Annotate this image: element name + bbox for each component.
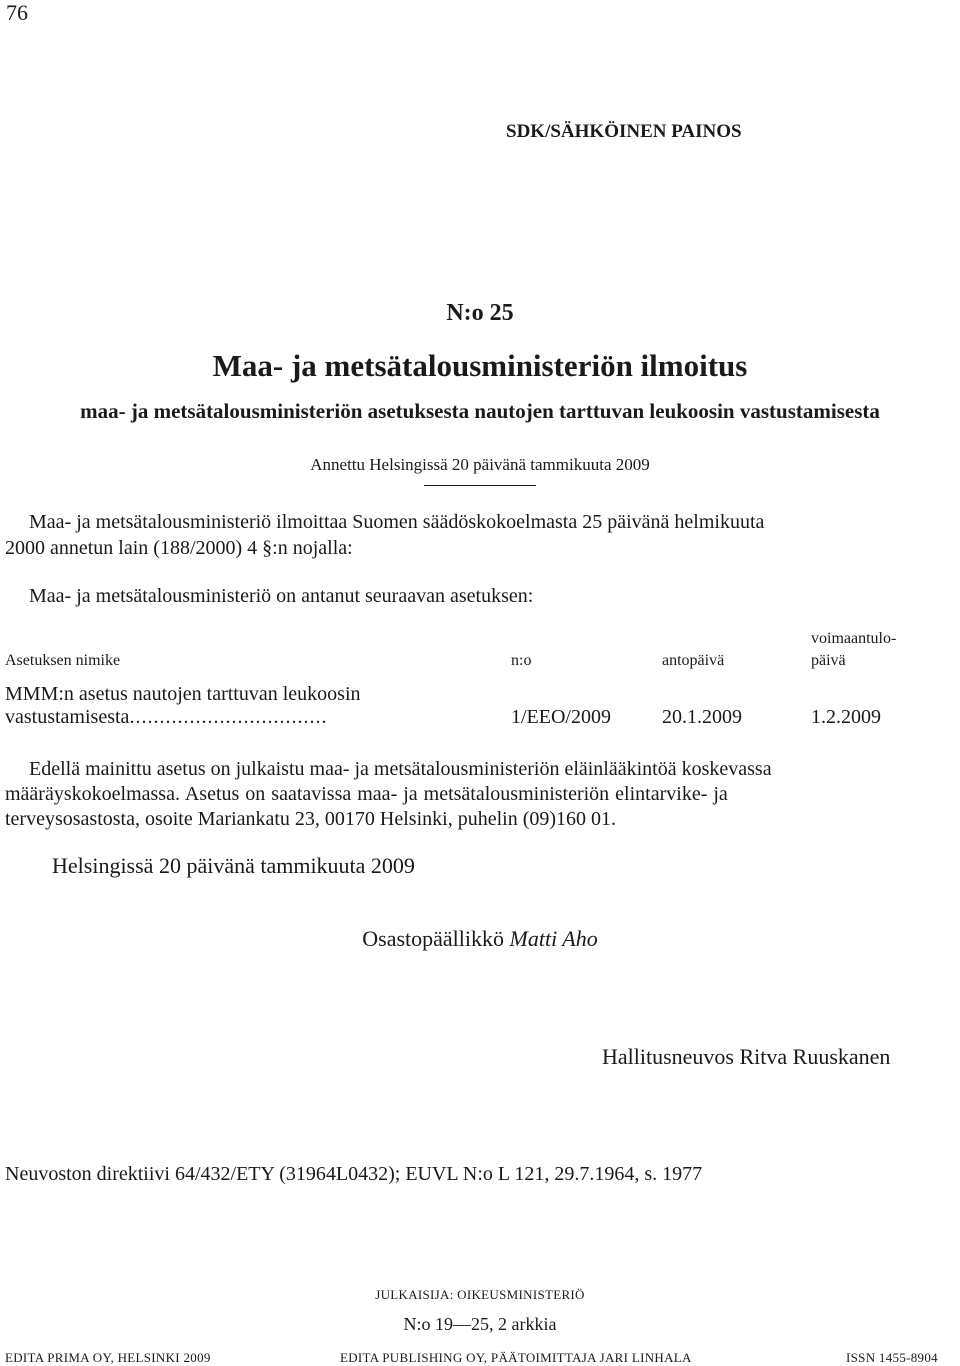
table-header-number: n:o	[511, 652, 532, 669]
dot-leader: .................................	[129, 706, 328, 728]
statement: Maa- ja metsätalousministeriö on antanut seuraavan asetuksen:	[29, 585, 534, 607]
signer-1-title: Osastopäällikkö	[362, 926, 505, 951]
edition-label: SDK/SÄHKÖINEN PAINOS	[506, 121, 742, 142]
footer-publisher: JULKAISIJA: OIKEUSMINISTERIÖ	[375, 1287, 585, 1302]
table-row-name-2	[5, 706, 327, 729]
directive-note: Neuvoston direktiivi 64/432/ETY (31964L0432); EUVL N:o L 121, 29.7.1964, s. 1977	[5, 1163, 703, 1185]
footer-issn: ISSN 1455-8904	[846, 1350, 938, 1365]
place-date: Helsingissä 20 päivänä tammikuuta 2009	[52, 853, 415, 878]
footer-printer: EDITA PRIMA OY, HELSINKI 2009	[5, 1350, 211, 1365]
footer-publishing: EDITA PUBLISHING OY, PÄÄTOIMITTAJA JARI LINHALA	[340, 1350, 692, 1365]
document-subtitle: maa- ja metsätalousministeriön asetuksesta nautojen tarttuvan leukoosin vastustamisesta	[80, 399, 880, 423]
given-date: Annettu Helsingissä 20 päivänä tammikuuta 2009	[310, 455, 650, 474]
table-row-name-1: MMM:n asetus nautojen tarttuvan leukoosin	[5, 683, 361, 705]
separator-rule	[424, 485, 536, 486]
page-number: 76	[6, 0, 28, 25]
table-header-effective-1: voimaantulo-	[811, 630, 897, 647]
table-row-number: 1/EEO/2009	[511, 706, 611, 728]
table-row-issued: 20.1.2009	[662, 706, 742, 728]
table-row-name-2-text: vastustamisesta	[5, 706, 130, 728]
body-line-1: Edellä mainittu asetus on julkaistu maa- ja metsätalousministeriön eläinlääkintöä koskevassa	[29, 758, 772, 780]
footer-sheets: N:o 19—25, 2 arkkia	[403, 1314, 557, 1334]
table-header-issued: antopäivä	[662, 652, 725, 669]
body-line-3: terveysosastosta, osoite Mariankatu 23, 00170 Helsinki, puhelin (09)160 01.	[5, 808, 617, 830]
intro-line-1: Maa- ja metsätalousministeriö ilmoittaa Suomen säädöskokoelmasta 25 päivänä helmikuuta	[29, 511, 765, 533]
table-header-name: Asetuksen nimike	[5, 652, 121, 669]
body-line-2: määräyskokoelmassa. Asetus on saatavissa maa- ja metsätalousministeriön elintarvike- ja	[5, 783, 728, 805]
statute-number: N:o 25	[446, 300, 514, 326]
table-header-effective-2: päivä	[811, 652, 846, 669]
signature-2: Hallitusneuvos Ritva Ruuskanen	[602, 1044, 891, 1069]
signature-1	[0, 926, 960, 952]
document-title: Maa- ja metsätalousministeriön ilmoitus	[212, 348, 748, 383]
intro-line-2: 2000 annetun lain (188/2000) 4 §:n nojalla:	[5, 537, 353, 559]
table-row-effective: 1.2.2009	[811, 706, 881, 728]
signer-1-name: Matti Aho	[509, 926, 598, 951]
